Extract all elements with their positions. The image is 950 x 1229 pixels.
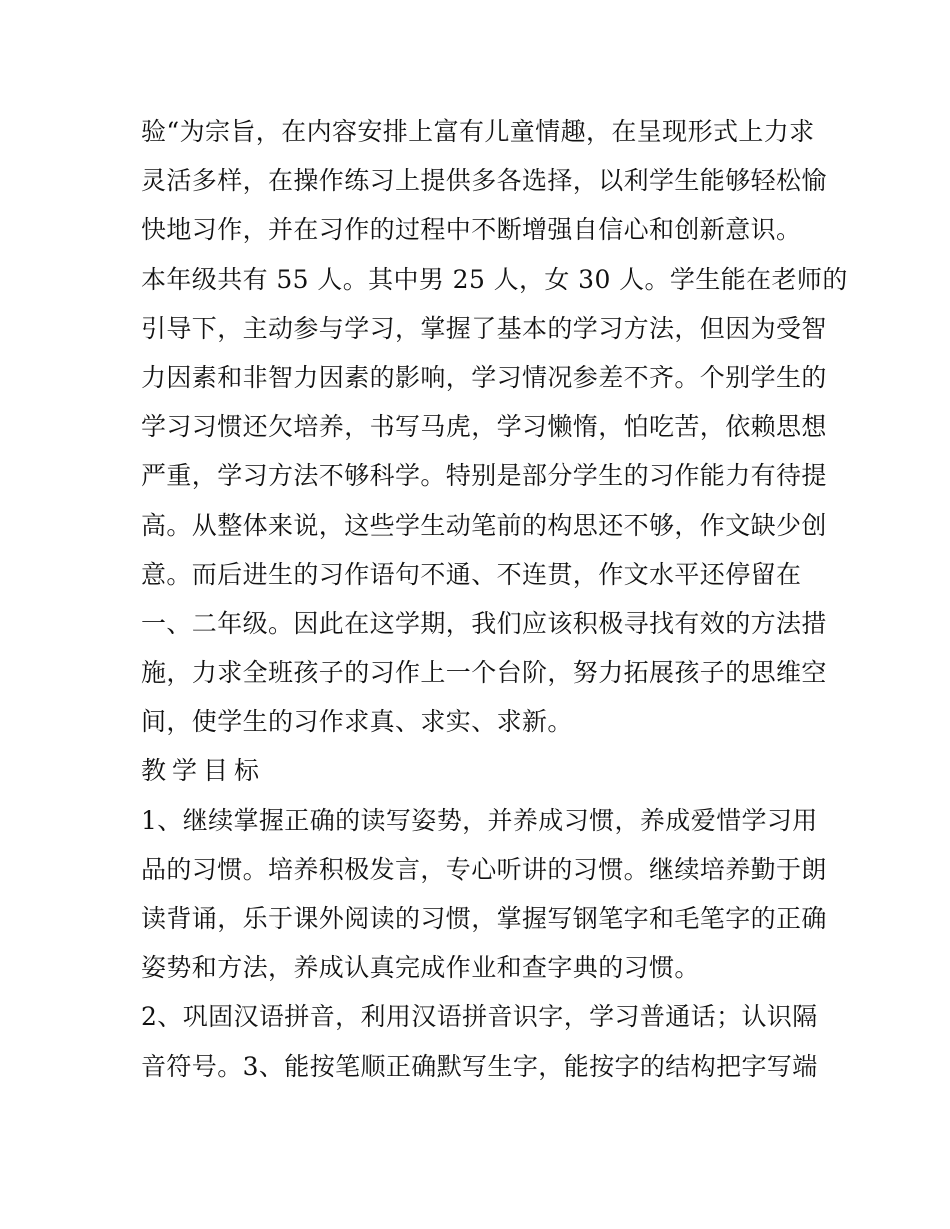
text-line: 快地习作，并在习作的过程中不断增强自信心和创新意识。	[141, 215, 802, 245]
text-line: 读背诵，乐于课外阅读的习惯，掌握写钢笔字和毛笔字的正确	[141, 904, 827, 933]
text-line: 验“为宗旨，在内容安排上富有儿童情趣，在呈现形式上力求	[141, 117, 815, 146]
document-body	[141, 107, 848, 1091]
text-line: 引导下，主动参与学习，掌握了基本的学习方法，但因为受智	[141, 313, 827, 343]
text-line: 灵活多样，在操作练习上提供多各选择，以利学生能够轻松愉	[141, 166, 827, 196]
text-line: 2、巩固汉语拼音，利用汉语拼音识字，学习普通话；认识隔	[141, 1002, 818, 1032]
text-line: 音符号。3、能按笔顺正确默写生字，能按字的结构把字写端	[141, 1051, 818, 1081]
text-line: 力因素和非智力因素的影响，学习情况参差不齐。个别学生的	[141, 362, 827, 392]
text-line: 品的习惯。培养积极发言，专心听讲的习惯。继续培养勤于朗	[141, 854, 827, 884]
text-line: 高。从整体来说，这些学生动笔前的构思还不够，作文缺少创	[141, 510, 827, 540]
text-line: 1、继续掌握正确的读写姿势，并养成习惯，养成爱惜学习用	[141, 805, 818, 835]
text-line: 本年级共有 55 人。其中男 25 人，女 30 人。学生能在老师的	[141, 264, 848, 294]
text-line: 学习习惯还欠培养，书写马虎，学习懒惰，怕吃苦，依赖思想	[141, 412, 827, 442]
text-line: 意。而后进生的习作语句不通、不连贯，作文水平还停留在	[141, 559, 802, 589]
section-heading: 教学目标	[141, 756, 266, 786]
text-line: 姿势和方法，养成认真完成作业和查字典的习惯。	[141, 953, 700, 983]
text-line: 间，使学生的习作求真、求实、求新。	[141, 707, 573, 737]
text-line: 严重，学习方法不够科学。特别是部分学生的习作能力有待提	[141, 461, 827, 491]
text-line: 施，力求全班孩子的习作上一个台阶，努力拓展孩子的思维空	[141, 658, 827, 688]
text-line: 一、二年级。因此在这学期，我们应该积极寻找有效的方法措	[141, 608, 827, 638]
